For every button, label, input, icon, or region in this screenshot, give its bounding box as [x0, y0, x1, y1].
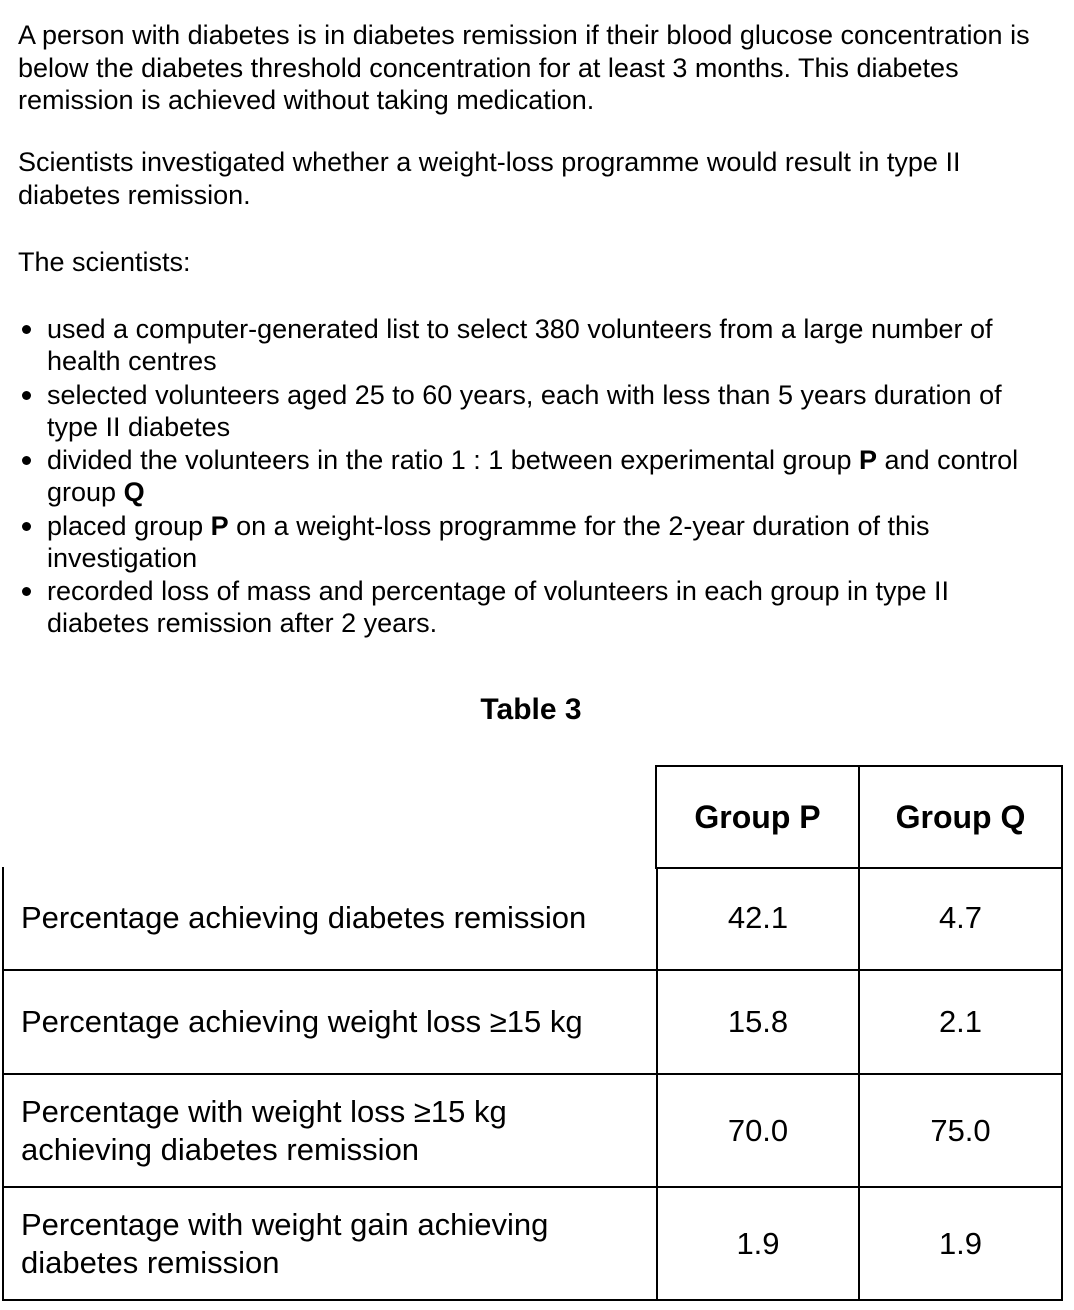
table-cell-group-q: 1.9 [860, 1188, 1063, 1301]
intro-paragraph-1-line: A person with diabetes is in diabetes remission if their blood glucose concentration is [18, 20, 1030, 50]
bullet-text: and control [877, 445, 1019, 475]
bullet-icon [22, 522, 31, 531]
bullet-line: recorded loss of mass and percentage of volunteers in each group in type II [47, 576, 950, 606]
bullet-item [18, 575, 1068, 639]
column-header-group-q: Group Q [860, 765, 1063, 869]
intro-paragraph-1-line: remission is achieved without taking medication. [18, 85, 595, 115]
table-cell-group-p: 42.1 [658, 867, 860, 971]
bullet-icon [22, 587, 31, 596]
method-bullet-list [18, 313, 1068, 641]
bullet-icon [22, 391, 31, 400]
intro-paragraph-3: The scientists: [18, 247, 191, 277]
row-label-text: Percentage with weight loss ≥15 kg [21, 1093, 507, 1129]
table-row-label [2, 1075, 658, 1188]
row-label-text: Percentage achieving diabetes remission [21, 900, 587, 935]
row-label-text: achieving diabetes remission [21, 1131, 420, 1167]
table-title [0, 692, 1074, 728]
intro-paragraph-1 [18, 19, 1068, 117]
bullet-item [18, 379, 1068, 443]
bullet-item [18, 444, 1068, 508]
bullet-line: selected volunteers aged 25 to 60 years, each with less than 5 years duration of [47, 379, 1002, 410]
table-title-text: Table 3 [480, 693, 582, 726]
table-cell-group-p: 1.9 [658, 1188, 860, 1301]
bullet-line [47, 444, 1068, 476]
bullet-line: diabetes remission after 2 years. [47, 608, 438, 638]
table-cell-group-q: 4.7 [860, 867, 1063, 971]
table-cell-group-p: 70.0 [658, 1075, 860, 1188]
intro-paragraph-2 [18, 146, 1068, 211]
bullet-text: group [47, 477, 124, 507]
row-label-text: Percentage achieving weight loss ≥15 kg [21, 1004, 583, 1039]
intro-paragraph-2-line: Scientists investigated whether a weight-loss programme would result in type II [18, 147, 961, 177]
bullet-icon [22, 456, 31, 465]
row-label-text: Percentage with weight gain achieving [21, 1206, 549, 1242]
bullet-line [47, 476, 1068, 508]
column-header-group-p: Group P [655, 765, 860, 869]
group-p-label: P [859, 445, 878, 475]
bullet-line: investigation [47, 542, 198, 573]
bullet-line: type II diabetes [47, 411, 231, 442]
bullet-icon [22, 325, 31, 334]
bullet-text: placed group [47, 510, 211, 541]
intro-paragraph-2-line: diabetes remission. [18, 179, 251, 210]
table-cell-group-q: 2.1 [860, 971, 1063, 1075]
group-p-label: P [210, 510, 229, 541]
group-q-label: Q [123, 477, 145, 507]
table-row-label [2, 971, 658, 1075]
row-label-lines [21, 1206, 548, 1282]
table-cell-group-p: 15.8 [658, 971, 860, 1075]
intro-paragraph-1-line: below the diabetes threshold concentration for at least 3 months. This diabetes [18, 52, 959, 83]
bullet-line: health centres [47, 346, 217, 376]
table-row-label [2, 1188, 658, 1301]
bullet-item [18, 510, 1068, 574]
bullet-line: used a computer-generated list to select 380 volunteers from a large number of [47, 314, 993, 344]
table-cell-group-q: 75.0 [860, 1075, 1063, 1188]
row-label-lines [21, 1093, 507, 1169]
row-label-text: diabetes remission [21, 1244, 280, 1280]
table-row-label [2, 867, 658, 971]
bullet-text: on a weight-loss programme for the 2-year duration of this [228, 510, 930, 541]
bullet-item [18, 313, 1068, 377]
bullet-line [47, 510, 1068, 542]
bullet-text: divided the volunteers in the ratio 1 : 1 between experimental group [47, 445, 860, 475]
